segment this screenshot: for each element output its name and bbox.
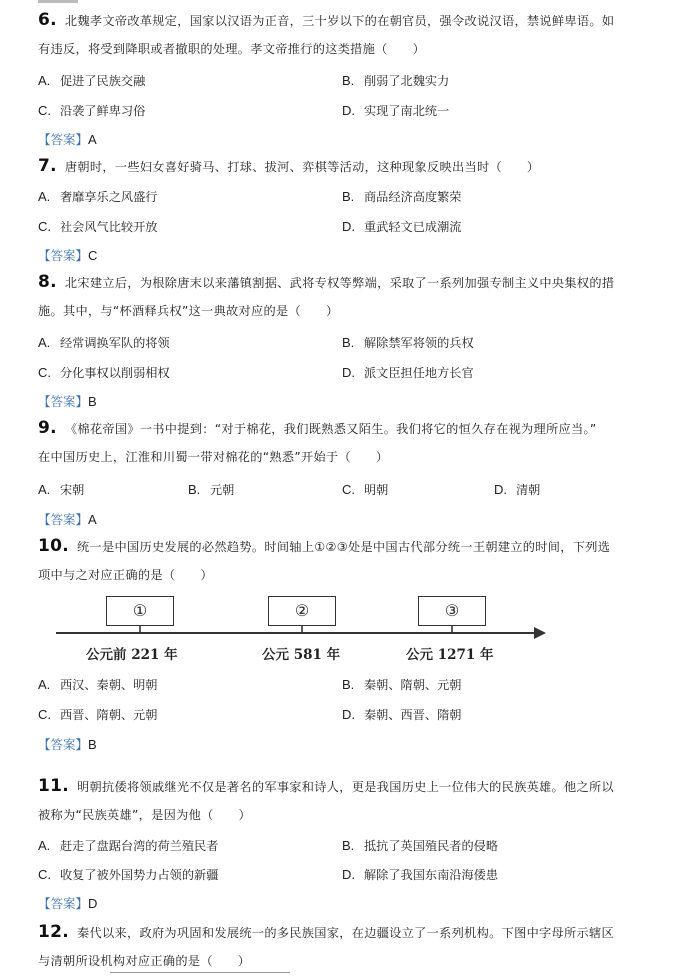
question-text-cont: 与清朝所设机构对应正确的是（ ）: [38, 954, 251, 968]
option-c[interactable]: C. 明朝: [342, 482, 389, 497]
question-number: 8.: [38, 272, 57, 292]
question-text-cont: 项中与之对应正确的是（ ）: [38, 568, 213, 582]
option-d[interactable]: D. 秦朝、西晋、隋朝: [342, 707, 462, 722]
timeline-label-1: 公元前 221 年: [86, 647, 178, 663]
question-text: 北宋建立后，为根除唐末以来藩镇割据、武将专权等弊端，采取了一系列加强专制主义中央集权的措: [64, 276, 615, 290]
option-a[interactable]: A. 宋朝: [38, 482, 85, 497]
figure-top-edge: [110, 972, 290, 973]
question-7: [38, 152, 658, 181]
question-number: 9.: [38, 418, 57, 438]
question-12: [38, 918, 658, 975]
question-text: 唐朝时，一些妇女喜好骑马、打球、拔河、弈棋等活动，这种现象反映出当时（ ）: [64, 160, 540, 174]
question-number: 12.: [38, 922, 70, 942]
option-a[interactable]: A. 奢靡享乐之风盛行: [38, 189, 158, 204]
option-c[interactable]: C. 收复了被外国势力占领的新疆: [38, 867, 219, 882]
question-text: 明朝抗倭将领戚继光不仅是著名的军事家和诗人，更是我国历史上一位伟大的民族英雄。他之所以: [77, 780, 614, 794]
option-d[interactable]: D. 重武轻文已成潮流: [342, 219, 462, 234]
option-c[interactable]: C. 社会风气比较开放: [38, 219, 158, 234]
option-b[interactable]: B. 解除禁军将领的兵权: [342, 335, 474, 350]
question-number: 6.: [38, 10, 57, 30]
question-text: 秦代以来，政府为巩固和发展统一的多民族国家，在边疆设立了一系列机构。下图中字母所示辖区: [77, 926, 614, 940]
answer-10: 【答案】B: [38, 737, 97, 752]
question-text: 《棉花帝国》一书中提到：“对于棉花，我们既熟悉又陌生。我们将它的恒久存在视为理所应当。”: [64, 422, 597, 436]
question-number: 10.: [38, 536, 70, 556]
timeline-label-2: 公元 581 年: [262, 647, 341, 663]
timeline-box-2: ②: [268, 596, 336, 626]
option-b[interactable]: B. 元朝: [188, 482, 235, 497]
answer-9: 【答案】A: [38, 512, 97, 527]
question-6: [38, 6, 658, 63]
option-a[interactable]: A. 经常调换军队的将领: [38, 335, 170, 350]
question-10: [38, 532, 658, 589]
option-a[interactable]: A. 促进了民族交融: [38, 73, 146, 88]
answer-11: 【答案】D: [38, 896, 98, 911]
option-a[interactable]: A. 赶走了盘踞台湾的荷兰殖民者: [38, 838, 219, 853]
question-9: [38, 414, 658, 471]
question-text-cont: 有违反，将受到降职或者撤职的处理。孝文帝推行的这类措施（ ）: [38, 42, 426, 56]
question-text: 北魏孝文帝改革规定，国家以汉语为正音，三十岁以下的在朝官员，强令改说汉语，禁说鲜卑语。如: [64, 14, 615, 28]
option-d[interactable]: D. 清朝: [494, 482, 541, 497]
option-c[interactable]: C. 沿袭了鲜卑习俗: [38, 103, 146, 118]
question-8: [38, 268, 658, 325]
timeline-label-3: 公元 1271 年: [406, 647, 494, 663]
option-b[interactable]: B. 商品经济高度繁荣: [342, 189, 462, 204]
option-b[interactable]: B. 秦朝、隋朝、元朝: [342, 677, 462, 692]
option-a[interactable]: A. 西汉、秦朝、明朝: [38, 677, 158, 692]
answer-7: 【答案】C: [38, 248, 98, 263]
question-text-cont: 施。其中，与“杯酒释兵权”这一典故对应的是（ ）: [38, 304, 339, 318]
option-c[interactable]: C. 分化事权以削弱相权: [38, 365, 170, 380]
question-number: 7.: [38, 156, 57, 176]
top-divider: [38, 0, 78, 3]
option-b[interactable]: B. 削弱了北魏实力: [342, 73, 450, 88]
option-d[interactable]: D. 派文臣担任地方长官: [342, 365, 474, 380]
answer-6: 【答案】A: [38, 132, 97, 147]
timeline-box-1: ①: [106, 596, 174, 626]
question-text: 统一是中国历史发展的必然趋势。时间轴上①②③处是中国古代部分统一王朝建立的时间，下列选: [77, 540, 611, 554]
answer-8: 【答案】B: [38, 394, 97, 409]
option-d[interactable]: D. 实现了南北统一: [342, 103, 450, 118]
timeline-figure: [0, 592, 692, 672]
option-c[interactable]: C. 西晋、隋朝、元朝: [38, 707, 158, 722]
question-text-cont: 被称为“民族英雄”，是因为他（ ）: [38, 808, 252, 822]
question-text-cont: 在中国历史上，江淮和川蜀一带对棉花的“熟悉”开始于（ ）: [38, 450, 389, 464]
option-d[interactable]: D. 解除了我国东南沿海倭患: [342, 867, 499, 882]
question-11: [38, 772, 658, 829]
question-number: 11.: [38, 776, 70, 796]
option-b[interactable]: B. 抵抗了英国殖民者的侵略: [342, 838, 499, 853]
timeline-box-3: ③: [418, 596, 486, 626]
